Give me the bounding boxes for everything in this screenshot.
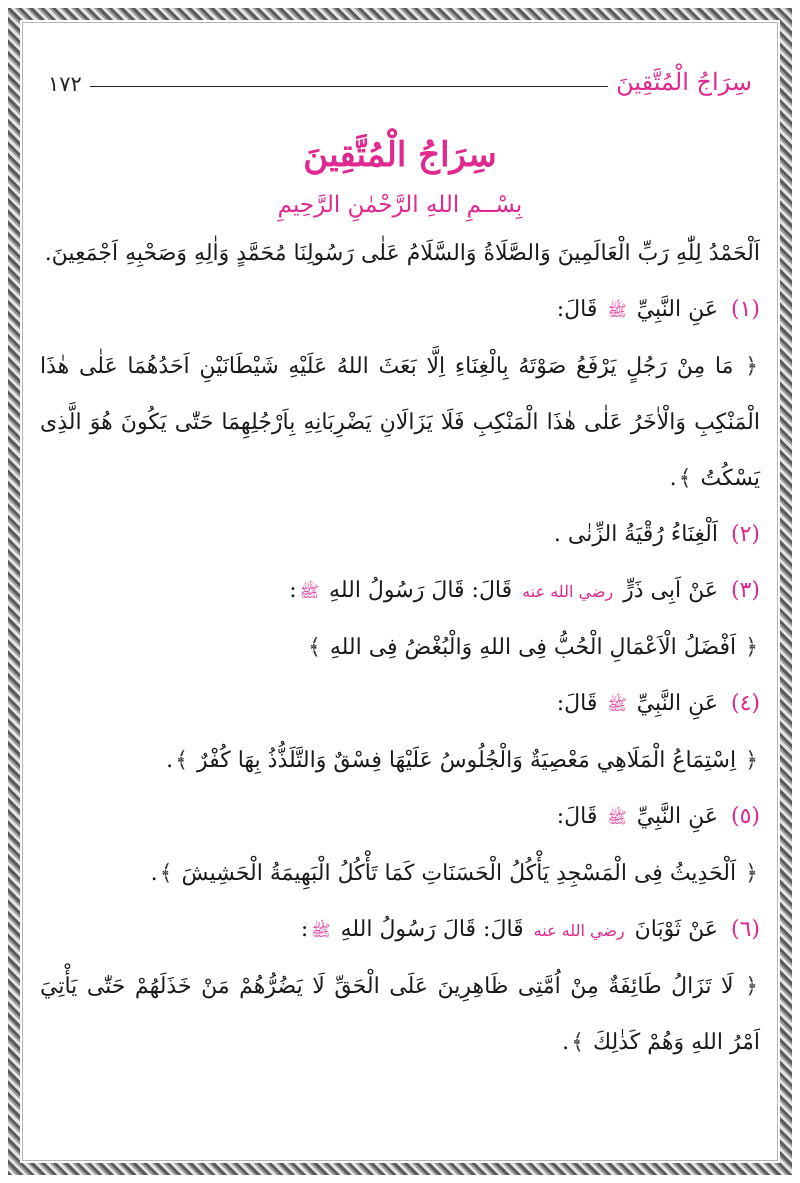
- hadith-5-heading: [40, 789, 760, 846]
- said: قَالَ:: [556, 691, 598, 716]
- narrator: عَنِ النَّبِيِّ: [636, 804, 718, 829]
- hadith-number: (٣): [730, 578, 760, 603]
- quote-close: ﴾: [307, 635, 321, 660]
- page-content: [40, 126, 760, 1071]
- narrator: عَنْ اَبِى ذَرٍّ: [623, 578, 718, 603]
- hadith-2: [40, 507, 760, 563]
- quote-open: ﴿: [745, 861, 758, 886]
- hadith-6-heading: (٦) عَنْ ثَوْبَانَ رضي الله عنه قَالَ: قَالَ رَسُولُ اللهِ ﷺ:: [300, 917, 760, 942]
- honorific-mark: ﷺ: [607, 301, 627, 320]
- page-number: ١٧٢: [48, 72, 82, 96]
- header-rule: [90, 86, 608, 87]
- quote-open: ﴿: [745, 635, 758, 660]
- quote-close: ﴾: [571, 1030, 584, 1055]
- hadith-number: (٥): [730, 804, 760, 829]
- honorific-mark: رضي الله عنه: [533, 921, 625, 940]
- hadith-number: (٤): [730, 691, 760, 716]
- hadith-body: اِسْتِمَاعُ الْمَلَاهِي مَعْصِيَةٌ وَالْجُلُوسُ عَلَيْهَا فِسْقٌ وَالتَّلَذُّذُ بِهَا كُفْرٌ: [196, 748, 737, 773]
- hadith-number: (٢): [730, 522, 760, 547]
- quote-open: ﴿: [745, 354, 758, 379]
- honorific-mark: ﷺ: [607, 808, 627, 827]
- running-title: سِرَاجُ الْمُتَّقِينَ: [616, 68, 752, 96]
- hadith-3-heading: (٣) عَنْ اَبِى ذَرٍّ رضي الله عنه قَالَ: قَالَ رَسُولُ اللهِ ﷺ:: [289, 578, 760, 603]
- hadith-1-heading: [40, 282, 760, 339]
- hadith-number: (١): [730, 297, 760, 322]
- hadith-body: اَلْحَدِيثُ فِى الْمَسْجِدِ يَأْكُلُ الْحَسَنَاتِ كَمَا تَأْكُلُ الْبَهِيمَةُ الْحَشِيشَ: [181, 861, 737, 886]
- narrator: عَنِ النَّبِيِّ: [636, 691, 718, 716]
- said: قَالَ:: [556, 297, 598, 322]
- quote-open: ﴿: [745, 748, 758, 773]
- intro-paragraph: اَلْحَمْدُ لِلّٰهِ رَبِّ الْعَالَمِينَ وَالصَّلَاةُ وَالسَّلَامُ عَلٰى رَسُولِنَا مُحَمَّدٍ وَاٰلِهِ وَصَحْبِهِ اَجْمَعِينَ.: [44, 241, 760, 266]
- quote-close: ﴾: [678, 466, 692, 491]
- said: قَالَ:: [556, 804, 598, 829]
- hadith-3-text: [40, 620, 760, 676]
- said: قَالَ: قَالَ رَسُولُ اللهِ: [340, 917, 524, 942]
- hadith-4-text: ﴿ اِسْتِمَاعُ الْمَلَاهِي مَعْصِيَةٌ وَالْجُلُوسُ عَلَيْهَا فِسْقٌ وَالتَّلَذُّذُ بِهَا كُفْرٌ ﴾.: [166, 748, 758, 773]
- running-header: [48, 60, 752, 96]
- hadith-body: لَا تَزَالُ طَائِفَةٌ مِنْ اُمَّتِى ظَاهِرِينَ عَلَى الْحَقِّ لَا يَضُرُّهُمْ مَنْ خَذَلَهُمْ حَتّٰى يَأْتِيَ اَمْرُ اللهِ وَهُمْ كَذٰلِكَ: [40, 974, 760, 1055]
- basmala: بِسْــمِ اللهِ الرَّحْمٰنِ الرَّحِيمِ: [277, 192, 523, 218]
- honorific-mark: ﷺ: [311, 921, 331, 940]
- hadith-4-heading: [40, 676, 760, 733]
- hadith-number: (٦): [730, 917, 760, 942]
- quote-close: ﴾: [159, 861, 173, 886]
- narrator: عَنِ النَّبِيِّ: [636, 297, 718, 322]
- quote-close: ﴾: [175, 748, 188, 773]
- hadith-body: اَفْضَلُ الْاَعْمَالِ الْحُبُّ فِى اللهِ وَالْبُغْضُ فِى اللهِ: [329, 635, 737, 660]
- narrator: عَنْ ثَوْبَانَ: [634, 917, 718, 942]
- hadith-1-text: ﴿ مَا مِنْ رَجُلٍ يَرْفَعُ صَوْتَهُ بِالْغِنَاءِ اِلَّا بَعَثَ اللهُ عَلَيْهِ شَيْطَانَيْنِ اَحَدُهُمَا عَلٰى هٰذَا الْمَنْكِبِ وَالْاٰخَرُ عَلٰى هٰذَا الْمَنْكِبِ فَلَا يَزَالَانِ يَضْرِبَانِهِ بِاَرْجُلِهِمَا حَتّٰى يَكُونَ هُوَ الَّذِى يَسْكُتُ ﴾.: [40, 354, 760, 491]
- hadith-5-text: ﴿ اَلْحَدِيثُ فِى الْمَسْجِدِ يَأْكُلُ الْحَسَنَاتِ كَمَا تَأْكُلُ الْبَهِيمَةُ الْحَشِيشَ ﴾.: [150, 861, 758, 886]
- hadith-6-text: ﴿ لَا تَزَالُ طَائِفَةٌ مِنْ اُمَّتِى ظَاهِرِينَ عَلَى الْحَقِّ لَا يَضُرُّهُمْ مَنْ خَذَلَهُمْ حَتّٰى يَأْتِيَ اَمْرُ اللهِ وَهُمْ كَذٰلِكَ ﴾.: [40, 974, 760, 1055]
- honorific-mark: رضي الله عنه: [522, 582, 614, 601]
- honorific-mark: ﷺ: [299, 582, 320, 601]
- page-title: سِرَاجُ الْمُتَّقِينَ: [303, 135, 497, 175]
- quote-open: ﴿: [745, 974, 758, 999]
- honorific-mark: ﷺ: [607, 695, 627, 714]
- hadith-body: مَا مِنْ رَجُلٍ يَرْفَعُ صَوْتَهُ بِالْغِنَاءِ اِلَّا بَعَثَ اللهُ عَلَيْهِ شَيْطَانَيْنِ اَحَدُهُمَا عَلٰى هٰذَا الْمَنْكِبِ وَالْاٰخَرُ عَلٰى هٰذَا الْمَنْكِبِ فَلَا يَزَالَانِ يَضْرِبَانِهِ بِاَرْجُلِهِمَا حَتّٰى يَكُونَ هُوَ الَّذِى يَسْكُتُ: [40, 354, 760, 491]
- said: قَالَ: قَالَ رَسُولُ اللهِ: [329, 578, 513, 603]
- hadith-body: اَلْغِنَاءُ رُقْيَةُ الزِّنٰى .: [553, 522, 718, 547]
